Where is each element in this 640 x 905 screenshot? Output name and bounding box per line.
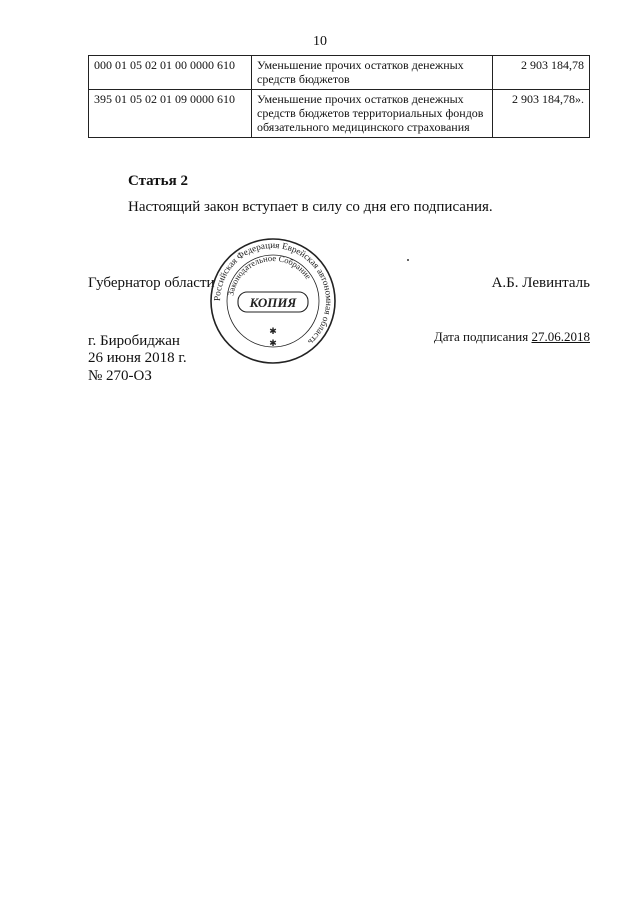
seal-outer-text: Российская Федерация Еврейская автономная область (211, 239, 335, 348)
row-code: 395 01 05 02 01 09 0000 610 (89, 90, 252, 138)
seal-star-icon: ✱ (269, 326, 277, 336)
seal-star-icon: ✱ (269, 338, 277, 348)
signing-date: 27.06.2018 (531, 329, 590, 344)
page-number: 10 (313, 34, 327, 49)
official-seal (208, 236, 338, 366)
governor-title: Губернатор области (88, 275, 215, 291)
law-number: № 270-ОЗ (88, 368, 152, 384)
row-amount: 2 903 184,78». (493, 90, 590, 138)
scan-speck (407, 259, 409, 261)
budget-table (88, 55, 590, 138)
city: г. Биробиджан (88, 333, 180, 349)
signing-label: Дата подписания (433, 329, 529, 344)
seal-inner-text: Законодательное Собрание (225, 252, 314, 297)
row-code: 000 01 05 02 01 00 0000 610 (89, 56, 252, 90)
row-description: Уменьшение прочих остатков денежных средств бюджетов территориальных фондов обязательного медицинского страхования (252, 90, 493, 138)
signing-date-line (434, 329, 590, 345)
seal-center-text: КОПИЯ (249, 295, 297, 310)
table-row (89, 56, 590, 90)
governor-name: А.Б. Левинталь (491, 275, 590, 291)
row-amount: 2 903 184,78 (493, 56, 590, 90)
table-row (89, 90, 590, 138)
law-date: 26 июня 2018 г. (88, 350, 187, 366)
article-text: Настоящий закон вступает в силу со дня его подписания. (128, 199, 493, 215)
article-title: Статья 2 (128, 173, 188, 189)
row-description: Уменьшение прочих остатков денежных средств бюджетов (252, 56, 493, 90)
